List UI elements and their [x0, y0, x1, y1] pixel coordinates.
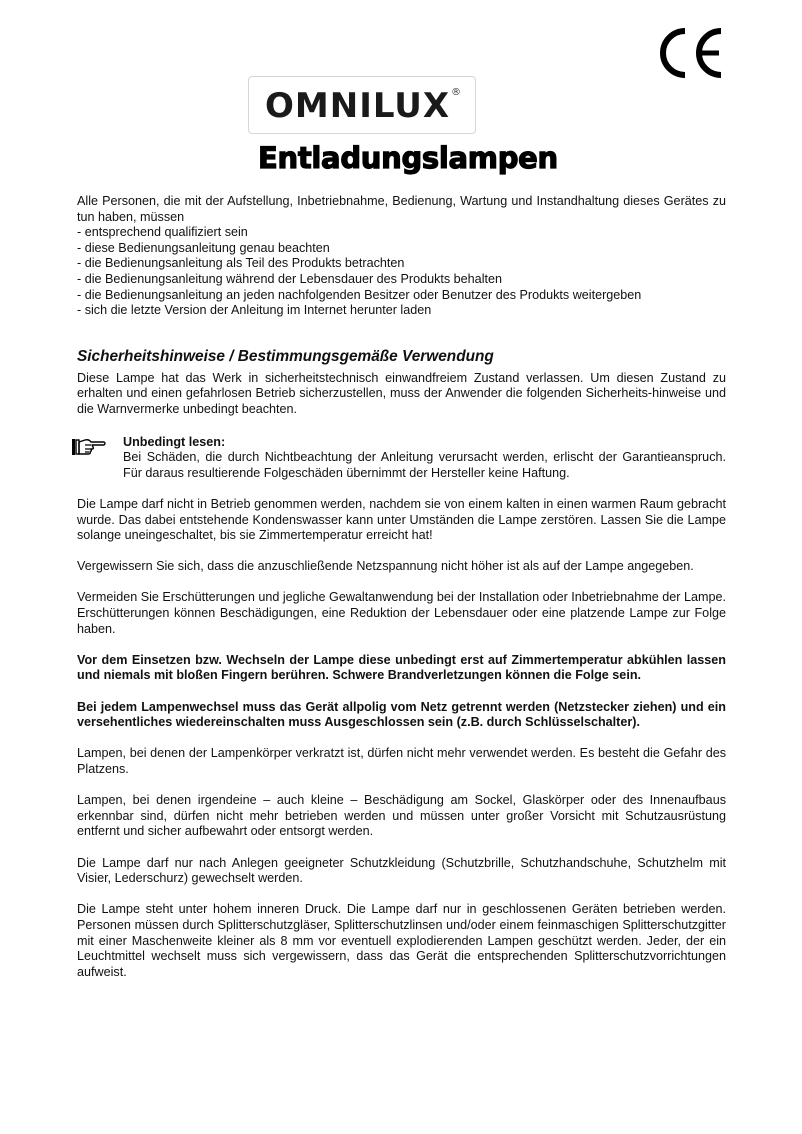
section-heading-safety: Sicherheitshinweise / Bestimmungsgemäße Verwendung: [77, 347, 494, 365]
ce-mark-icon: [655, 27, 727, 79]
omnilux-logo: [248, 76, 476, 134]
safety-paragraph-bold: Vor dem Einsetzen bzw. Wechseln der Lampe diese unbedingt erst auf Zimmertemperatur abkühlen lassen und niemals mit bloßen Fingern berühren. Schwere Brandverletzungen können die Folge sein.: [77, 652, 726, 683]
registered-mark: ®: [451, 87, 461, 98]
notice-title: Unbedingt lesen:: [123, 434, 226, 449]
notice-text: Bei Schäden, die durch Nichtbeachtung der Anleitung verursacht werden, erlischt der Garantieanspruch. Für daraus resultierende Folgeschäden übernimmt der Hersteller keine Haftung.: [123, 450, 726, 480]
safety-paragraph-bold: Bei jedem Lampenwechsel muss das Gerät allpolig vom Netz getrennt werden (Netzstecker ziehen) und ein versehentliches wiedereinschalten muss Ausgeschlossen sein (z.B. durch Schlüsselschalter).: [77, 699, 726, 730]
safety-paragraph: Lampen, bei denen irgendeine – auch kleine – Beschädigung am Sockel, Glaskörper oder des Innenaufbaus erkennbar sind, dürfen nicht mehr betrieben werden und müssen unter großer Vorsicht mit Schutzausrüstung entfernt und sicher aufbewahrt oder entsorgt werden.: [77, 793, 726, 839]
safety-paragraph: Die Lampe darf nicht in Betrieb genommen werden, nachdem sie von einem kalten in einen warmen Raum gebracht wurde. Das dabei entstehende Kondenswasser kann unter Umständen die Lampe zerstören. Lassen Sie die Lampe solange uneingeschaltet, bis sie Zimmertemperatur erreicht hat!: [77, 496, 726, 543]
safety-paragraph: Die Lampe steht unter hohem inneren Druck. Die Lampe darf nur in geschlossenen Geräten betrieben werden. Personen müssen durch Splitterschutzgläser, Splitterschutzlinsen und/oder einem feinmaschigen Splitterschutzgitter mit einer Maschenweite kleiner als 8 mm vor eventuell explodierenden Lampen geschützt werden. Jeder, der ein Leuchtmittel wechselt muss sich vergewissern, dass das Gerät die entsprechenden Splitterschutzvorrichtungen aufweist.: [77, 902, 726, 979]
intro-lead: Alle Personen, die mit der Aufstellung, Inbetriebnahme, Bedienung, Wartung und Instandhaltung dieses Gerätes zu tun haben, müssen: [77, 194, 726, 224]
read-notice: [77, 435, 726, 482]
document-body: [77, 194, 726, 980]
safety-paragraph: Die Lampe darf nur nach Anlegen geeigneter Schutzkleidung (Schutzbrille, Schutzhandschuhe, Schutzhelm mit Visier, Lederschurz) gewechselt werden.: [77, 855, 726, 886]
list-item: - sich die letzte Version der Anleitung im Internet herunter laden: [77, 303, 432, 318]
safety-intro: Diese Lampe hat das Werk in sicherheitstechnisch einwandfreiem Zustand verlassen. Um diesen Zustand zu erhalten und einen gefahrlosen Betrieb sicherzustellen, muss der Anwender die folgenden Sicherheits-hinweise und die Warnvermerke unbedingt beachten.: [77, 370, 726, 416]
safety-paragraph: Lampen, bei denen der Lampenkörper verkratzt ist, dürfen nicht mehr verwendet werden. Es besteht die Gefahr des Platzens.: [77, 746, 726, 776]
list-item: - die Bedienungsanleitung während der Lebensdauer des Produkts behalten: [77, 271, 502, 286]
safety-paragraph: Vermeiden Sie Erschütterungen und jegliche Gewaltanwendung bei der Installation oder Inbetriebnahme der Lampe. Erschütterungen können Beschädigungen, eine Reduktion der Lebensdauer oder eine platzende Lampe zur Folge haben.: [77, 590, 726, 636]
page-title: Entladungslampen: [258, 141, 558, 175]
list-item: - entsprechend qualifiziert sein: [77, 225, 248, 240]
safety-paragraph: Vergewissern Sie sich, dass die anzuschließende Netzspannung nicht höher ist als auf der Lampe angegeben.: [77, 559, 694, 574]
list-item: - die Bedienungsanleitung an jeden nachfolgenden Besitzer oder Benutzer des Produkts weitergeben: [77, 287, 642, 302]
pointing-hand-icon: [71, 436, 107, 458]
intro-requirements-list: [77, 225, 726, 319]
list-item: - diese Bedienungsanleitung genau beachten: [77, 240, 330, 255]
logo-text: OMNILUX: [265, 86, 451, 126]
list-item: - die Bedienungsanleitung als Teil des Produkts betrachten: [77, 256, 405, 271]
